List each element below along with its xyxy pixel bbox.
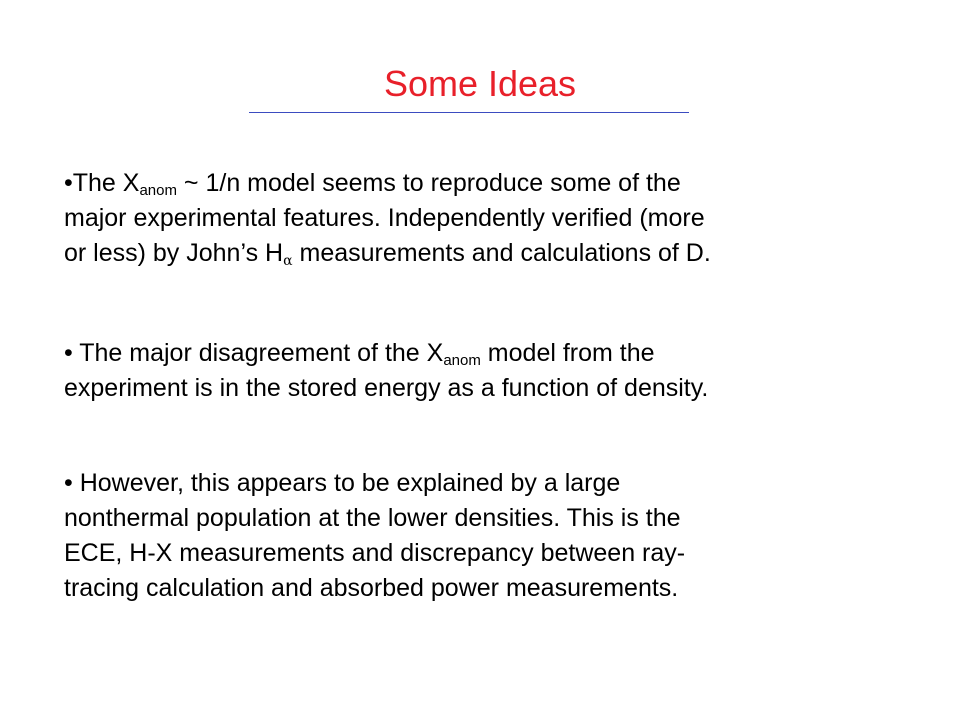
- bullet-xanom-model: [64, 166, 904, 271]
- subscript-anom: anom: [139, 182, 177, 199]
- bullet-line: tracing calculation and absorbed power measurements.: [64, 574, 679, 602]
- bullet-line: experiment is in the stored energy as a function of density.: [64, 374, 709, 402]
- subscript-anom: anom: [443, 352, 481, 369]
- bullet-line: or less) by John’s $H_\alpha$ measurements and calculations of D.: [64, 239, 711, 269]
- subscript-alpha: α: [283, 253, 293, 269]
- bullet-line: • However, this appears to be explained by a large: [64, 469, 621, 497]
- bullet-line: • The major disagreement of the $X_{anom}$ model from the: [64, 339, 655, 369]
- slide-title: Some Ideas: [383, 63, 577, 104]
- bullet-line: •The $X_{anom}$ ~ 1/n model seems to reproduce some of the: [64, 169, 681, 199]
- bullet-major-disagreement: [64, 336, 904, 406]
- bullet-nonthermal-population: [64, 466, 904, 606]
- bullet-line: major experimental features. Independently verified (more: [64, 204, 705, 232]
- bullet-line: nonthermal population at the lower densities. This is the: [64, 504, 681, 532]
- title-underline: [249, 112, 689, 113]
- bullet-line: ECE, H-X measurements and discrepancy between ray-: [64, 539, 686, 567]
